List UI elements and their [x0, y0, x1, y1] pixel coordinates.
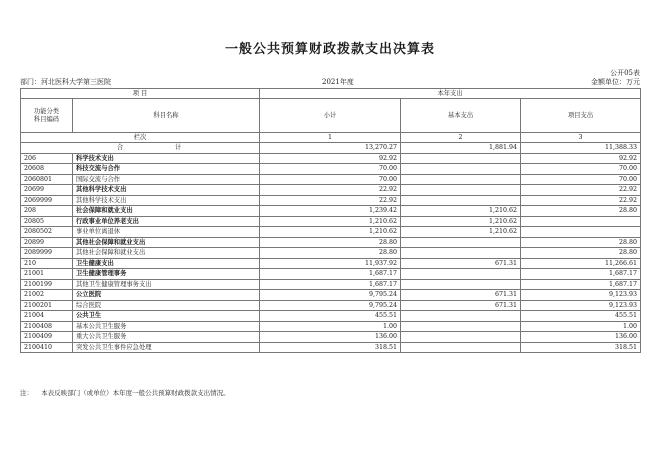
row-subtotal: 1,210.62	[260, 216, 401, 227]
row-code: 2080502	[21, 227, 73, 238]
total-label	[21, 143, 260, 154]
row-project: 28.80	[521, 248, 641, 259]
total-project: 11,388.33	[521, 143, 641, 154]
row-subtotal: 1,687.17	[260, 279, 401, 290]
row-subject-name: 公立医院	[73, 290, 260, 301]
row-code: 2100199	[21, 279, 73, 290]
row-subtotal: 318.51	[260, 342, 401, 353]
header-col3: 3	[521, 133, 641, 143]
table-row	[21, 185, 641, 196]
row-subject-name: 其他科学技术支出	[73, 185, 260, 196]
row-project: 70.00	[521, 174, 641, 185]
table-row	[21, 227, 641, 238]
row-code: 2100201	[21, 300, 73, 311]
row-project: 9,123.93	[521, 290, 641, 301]
row-project: 28.80	[521, 237, 641, 248]
header-col1: 1	[260, 133, 401, 143]
row-basic	[401, 153, 521, 164]
row-code: 208	[21, 206, 73, 217]
header-col2: 2	[401, 133, 521, 143]
department-label: 部门：河北医科大学第三医院	[20, 78, 111, 86]
row-basic	[401, 332, 521, 343]
row-project	[521, 216, 641, 227]
header-basic: 基本支出	[401, 99, 521, 133]
table-row	[21, 248, 641, 259]
row-code: 2100408	[21, 321, 73, 332]
row-subtotal: 1,210.62	[260, 227, 401, 238]
header-subject-name: 科目名称	[73, 99, 260, 133]
row-subject-name: 重大公共卫生服务	[73, 332, 260, 343]
header-row-sub	[21, 99, 641, 133]
row-project: 9,123.93	[521, 300, 641, 311]
row-project: 136.00	[521, 332, 641, 343]
row-code: 2100409	[21, 332, 73, 343]
row-project: 1,687.17	[521, 279, 641, 290]
row-code: 2089999	[21, 248, 73, 259]
table-row	[21, 153, 641, 164]
row-code: 21001	[21, 269, 73, 280]
row-basic	[401, 311, 521, 322]
row-basic	[401, 164, 521, 175]
row-basic: 1,210.62	[401, 227, 521, 238]
form-code: 公开05表	[610, 69, 640, 77]
table-row	[21, 269, 641, 280]
table-row	[21, 174, 641, 185]
row-subject-name: 卫生健康支出	[73, 258, 260, 269]
table-row	[21, 321, 641, 332]
footnote	[20, 388, 236, 397]
row-subject-name: 其他社会保障和就业支出	[73, 248, 260, 259]
row-project: 1,687.17	[521, 269, 641, 280]
row-subtotal: 136.00	[260, 332, 401, 343]
row-subject-name: 其他社会保障和就业支出	[73, 237, 260, 248]
row-subtotal: 28.80	[260, 248, 401, 259]
row-subtotal: 1,687.17	[260, 269, 401, 280]
row-subject-name: 其他卫生健康管理事务支出	[73, 279, 260, 290]
fiscal-year: 2021年度	[322, 78, 354, 86]
row-project: 455.51	[521, 311, 641, 322]
row-project: 70.00	[521, 164, 641, 175]
header-func-code: 功能分类 科目编码	[21, 99, 73, 133]
row-code: 20608	[21, 164, 73, 175]
row-code: 2100410	[21, 342, 73, 353]
expenditure-table	[20, 88, 641, 353]
row-subject-name: 基本公共卫生服务	[73, 321, 260, 332]
row-project: 318.51	[521, 342, 641, 353]
row-code: 21002	[21, 290, 73, 301]
row-code: 206	[21, 153, 73, 164]
total-label-right: 计	[175, 144, 182, 152]
footnote-text: 本表反映部门（或单位）本年度一般公共预算财政拨款支出情况。	[41, 389, 230, 397]
row-subject-name: 行政事业单位养老支出	[73, 216, 260, 227]
row-subtotal: 22.92	[260, 195, 401, 206]
row-subtotal: 92.92	[260, 153, 401, 164]
row-code: 20699	[21, 185, 73, 196]
row-project: 22.92	[521, 195, 641, 206]
row-basic	[401, 342, 521, 353]
row-basic: 671.31	[401, 290, 521, 301]
row-subject-name: 综合医院	[73, 300, 260, 311]
row-basic	[401, 237, 521, 248]
header-row-top	[21, 89, 641, 99]
header-project: 项目支出	[521, 99, 641, 133]
row-project: 28.80	[521, 206, 641, 217]
total-basic: 1,881.94	[401, 143, 521, 154]
header-row-index	[21, 133, 641, 143]
row-subtotal: 9,795.24	[260, 290, 401, 301]
row-code: 20805	[21, 216, 73, 227]
row-subtotal: 9,795.24	[260, 300, 401, 311]
row-project: 1.00	[521, 321, 641, 332]
row-basic	[401, 279, 521, 290]
header-subtotal: 小计	[260, 99, 401, 133]
table-row	[21, 206, 641, 217]
row-basic: 1,210.62	[401, 216, 521, 227]
row-subject-name: 国际交流与合作	[73, 174, 260, 185]
report-meta	[20, 77, 640, 87]
row-subject-name: 其他科学技术支出	[73, 195, 260, 206]
row-subject-name: 科技交流与合作	[73, 164, 260, 175]
row-subject-name: 突发公共卫生事件应急处理	[73, 342, 260, 353]
row-subtotal: 11,937.92	[260, 258, 401, 269]
row-subtotal: 1,239.42	[260, 206, 401, 217]
row-subtotal: 22.92	[260, 185, 401, 196]
row-basic: 671.31	[401, 300, 521, 311]
table-row	[21, 195, 641, 206]
row-project: 11,266.61	[521, 258, 641, 269]
currency-unit: 金额单位：万元	[591, 78, 640, 86]
total-row	[21, 143, 641, 154]
table-row	[21, 290, 641, 301]
row-subtotal: 1.00	[260, 321, 401, 332]
row-subtotal: 70.00	[260, 174, 401, 185]
row-code: 210	[21, 258, 73, 269]
row-subtotal: 455.51	[260, 311, 401, 322]
row-subject-name: 社会保障和就业支出	[73, 206, 260, 217]
header-item: 项 目	[21, 89, 260, 99]
table-row	[21, 342, 641, 353]
row-basic: 671.31	[401, 258, 521, 269]
table-row	[21, 216, 641, 227]
total-label-left: 合	[116, 144, 124, 152]
row-code: 21004	[21, 311, 73, 322]
row-subject-name: 科学技术支出	[73, 153, 260, 164]
row-subject-name: 卫生健康管理事务	[73, 269, 260, 280]
row-project	[521, 227, 641, 238]
row-project: 92.92	[521, 153, 641, 164]
row-basic	[401, 185, 521, 196]
row-subtotal: 28.80	[260, 237, 401, 248]
row-subtotal: 70.00	[260, 164, 401, 175]
table-row	[21, 300, 641, 311]
row-basic	[401, 248, 521, 259]
row-basic	[401, 269, 521, 280]
table-row	[21, 164, 641, 175]
header-column-index: 栏次	[21, 133, 260, 143]
header-current-year: 本年支出	[260, 89, 641, 99]
row-basic	[401, 321, 521, 332]
row-basic: 1,210.62	[401, 206, 521, 217]
row-basic	[401, 195, 521, 206]
table-row	[21, 258, 641, 269]
row-subject-name: 事业单位离退休	[73, 227, 260, 238]
row-code: 2069999	[21, 195, 73, 206]
row-code: 20899	[21, 237, 73, 248]
row-subject-name: 公共卫生	[73, 311, 260, 322]
footnote-label: 注：	[20, 389, 33, 397]
table-row	[21, 332, 641, 343]
report-title: 一般公共预算财政拨款支出决算表	[224, 42, 435, 57]
table-row	[21, 237, 641, 248]
row-project: 22.92	[521, 185, 641, 196]
row-code: 2060801	[21, 174, 73, 185]
table-row	[21, 311, 641, 322]
table-row	[21, 279, 641, 290]
row-basic	[401, 174, 521, 185]
total-subtotal: 13,270.27	[260, 143, 401, 154]
